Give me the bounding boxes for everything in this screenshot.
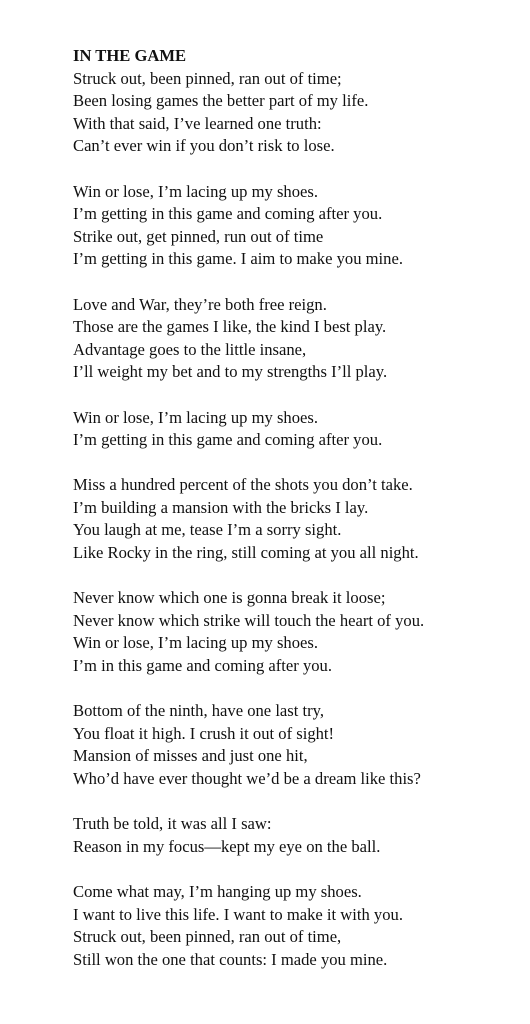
poem-line: I’m in this game and coming after you. <box>73 656 332 676</box>
poem-line: Win or lose, I’m lacing up my shoes. <box>73 633 318 653</box>
poem-stanza <box>73 587 513 677</box>
poem-stanza <box>73 294 513 384</box>
poem-line: Been losing games the better part of my life. <box>73 91 369 111</box>
poem-line: Win or lose, I’m lacing up my shoes. <box>73 181 318 201</box>
poem-page <box>73 45 513 994</box>
poem-line: Come what may, I’m hanging up my shoes. <box>73 881 362 901</box>
poem-line: Strike out, get pinned, run out of time <box>73 226 324 246</box>
poem-line: Miss a hundred percent of the shots you don’t take. <box>73 475 413 495</box>
poem-line: Never know which strike will touch the heart of you. <box>73 610 425 630</box>
poem-line: I’m getting in this game and coming after you. <box>73 204 383 224</box>
poem-line: With that said, I’ve learned one truth: <box>73 113 322 133</box>
poem-stanza <box>73 68 513 158</box>
poem-title: IN THE GAME <box>73 46 187 65</box>
poem-line: Bottom of the ninth, have one last try, <box>73 701 325 721</box>
poem-line: Struck out, been pinned, ran out of time, <box>73 927 342 947</box>
poem-body <box>73 68 513 972</box>
poem-line: Who’d have ever thought we’d be a dream like this? <box>73 769 421 788</box>
poem-stanza <box>73 813 513 858</box>
poem-line: Win or lose, I’m lacing up my shoes. <box>73 407 318 427</box>
poem-line: You laugh at me, tease I’m a sorry sight. <box>73 520 342 540</box>
poem-line: Reason in my focus—kept my eye on the ball. <box>73 836 381 856</box>
poem-line: Can’t ever win if you don’t risk to lose. <box>73 136 335 156</box>
poem-line: Mansion of misses and just one hit, <box>73 746 308 766</box>
poem-line: I’ll weight my bet and to my strengths I’ll play. <box>73 362 388 382</box>
poem-line: Advantage goes to the little insane, <box>73 339 307 359</box>
poem-stanza <box>73 474 513 564</box>
poem-line: Never know which one is gonna break it loose; <box>73 588 386 608</box>
poem-stanza <box>73 407 513 452</box>
poem-line: Love and War, they’re both free reign. <box>73 294 327 314</box>
poem-line: Those are the games I like, the kind I best play. <box>73 317 387 337</box>
poem-stanza <box>73 881 513 971</box>
poem-line: Like Rocky in the ring, still coming at you all night. <box>73 543 419 563</box>
poem-line: Struck out, been pinned, ran out of time; <box>73 68 342 88</box>
poem-line: I’m getting in this game. I aim to make you mine. <box>73 249 403 269</box>
poem-line: I’m building a mansion with the bricks I lay. <box>73 497 369 517</box>
poem-line: Truth be told, it was all I saw: <box>73 814 272 834</box>
poem-line: I want to live this life. I want to make it with you. <box>73 904 403 924</box>
poem-stanza <box>73 700 513 790</box>
poem-line: Still won the one that counts: I made you mine. <box>73 949 388 969</box>
poem-line: You float it high. I crush it out of sight! <box>73 723 335 743</box>
poem-stanza <box>73 181 513 271</box>
poem-line: I’m getting in this game and coming after you. <box>73 430 383 450</box>
